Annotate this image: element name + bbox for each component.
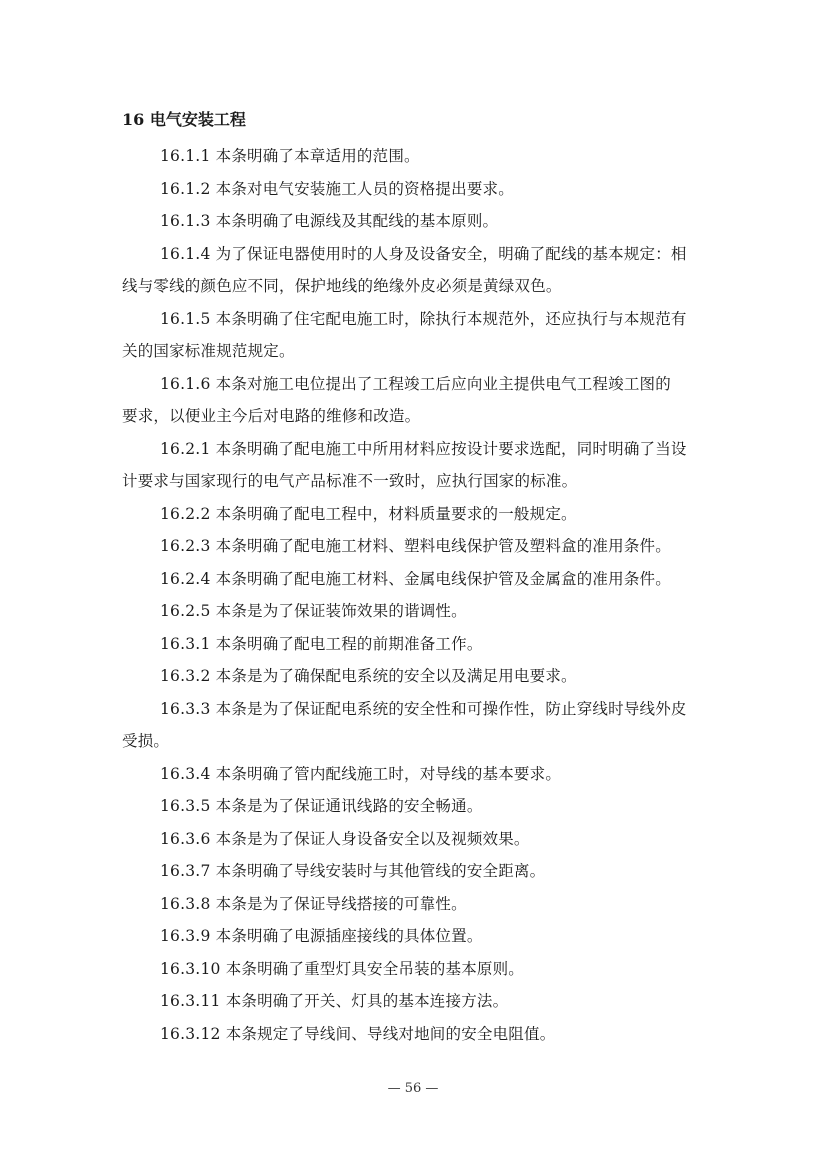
paragraph-line: 16.2.1 本条明确了配电施工中所用材料应按设计要求选配，同时明确了当设 xyxy=(160,439,687,458)
paragraph xyxy=(122,953,705,986)
paragraph-line: 16.2.3 本条明确了配电施工材料、塑料电线保护管及塑料盒的准用条件。 xyxy=(160,537,671,555)
paragraph xyxy=(122,238,705,303)
paragraph-line: 关的国家标准规范规定。 xyxy=(122,342,295,360)
paragraph-line: 16.3.9 本条明确了电源插座接线的具体位置。 xyxy=(160,927,483,945)
paragraph-line: 16.2.5 本条是为了保证装饰效果的谐调性。 xyxy=(160,602,467,620)
paragraph-line: 16.3.6 本条是为了保证人身设备安全以及视频效果。 xyxy=(160,829,530,848)
paragraph xyxy=(122,173,705,206)
paragraph-line: 要求，以便业主今后对电路的维修和改造。 xyxy=(122,407,421,425)
paragraph xyxy=(122,888,705,921)
paragraph xyxy=(122,790,705,823)
paragraph-line: 受损。 xyxy=(122,732,170,750)
paragraph-line: 16.3.10 本条明确了重型灯具安全吊装的基本原则。 xyxy=(160,959,524,978)
page-number: — 56 — xyxy=(387,1081,439,1096)
paragraph-line: 16.1.4 为了保证电器使用时的人身及设备安全，明确了配线的基本规定：相 xyxy=(160,244,687,263)
paragraph xyxy=(122,855,705,888)
paragraph-line: 16.1.6 本条对施工电位提出了工程竣工后应向业主提供电气工程竣工图的 xyxy=(160,374,671,393)
paragraph xyxy=(122,563,705,596)
paragraph-line: 16.3.3 本条是为了保证配电系统的安全性和可操作性，防止穿线时导线外皮 xyxy=(160,699,687,718)
paragraph xyxy=(122,368,705,433)
paragraph xyxy=(122,920,705,953)
section-heading: 16 电气安装工程 xyxy=(122,110,246,129)
paragraph-line: 16.1.3 本条明确了电源线及其配线的基本原则。 xyxy=(160,212,499,230)
paragraph xyxy=(122,660,705,693)
paragraph-line: 16.3.2 本条是为了确保配电系统的安全以及满足用电要求。 xyxy=(160,667,577,685)
paragraph-line: 16.3.4 本条明确了管内配线施工时，对导线的基本要求。 xyxy=(160,764,562,783)
paragraph xyxy=(122,1018,705,1051)
paragraph xyxy=(122,758,705,791)
paragraph xyxy=(122,693,705,758)
paragraph-line: 16.1.2 本条对电气安装施工人员的资格提出要求。 xyxy=(160,179,514,198)
paragraph xyxy=(122,530,705,563)
paragraph-line: 16.2.4 本条明确了配电施工材料、金属电线保护管及金属盒的准用条件。 xyxy=(160,569,671,588)
paragraph-line: 16.3.5 本条是为了保证通讯线路的安全畅通。 xyxy=(160,797,483,815)
paragraph xyxy=(122,303,705,368)
paragraph xyxy=(122,595,705,628)
paragraph xyxy=(122,433,705,498)
paragraph-line: 16.3.7 本条明确了导线安装时与其他管线的安全距离。 xyxy=(160,862,546,880)
paragraph xyxy=(122,205,705,238)
paragraph xyxy=(122,985,705,1018)
paragraph-line: 16.3.1 本条明确了配电工程的前期准备工作。 xyxy=(160,634,483,653)
paragraph-line: 计要求与国家现行的电气产品标准不一致时，应执行国家的标准。 xyxy=(122,472,578,490)
paragraph-line: 16.3.12 本条规定了导线间、导线对地间的安全电阻值。 xyxy=(160,1024,556,1043)
paragraph-line: 16.1.1 本条明确了本章适用的范围。 xyxy=(160,147,420,165)
paragraph xyxy=(122,823,705,856)
paragraph xyxy=(122,628,705,661)
paragraph-line: 线与零线的颜色应不同，保护地线的绝缘外皮必须是黄绿双色。 xyxy=(122,277,562,295)
paragraph-line: 16.3.8 本条是为了保证导线搭接的可靠性。 xyxy=(160,894,467,913)
paragraph xyxy=(122,140,705,173)
paragraph-line: 16.3.11 本条明确了开关、灯具的基本连接方法。 xyxy=(160,992,509,1010)
paragraph-line: 16.1.5 本条明确了住宅配电施工时，除执行本规范外，还应执行与本规范有 xyxy=(160,309,687,328)
paragraph-line: 16.2.2 本条明确了配电工程中，材料质量要求的一般规定。 xyxy=(160,504,577,523)
paragraph xyxy=(122,498,705,531)
